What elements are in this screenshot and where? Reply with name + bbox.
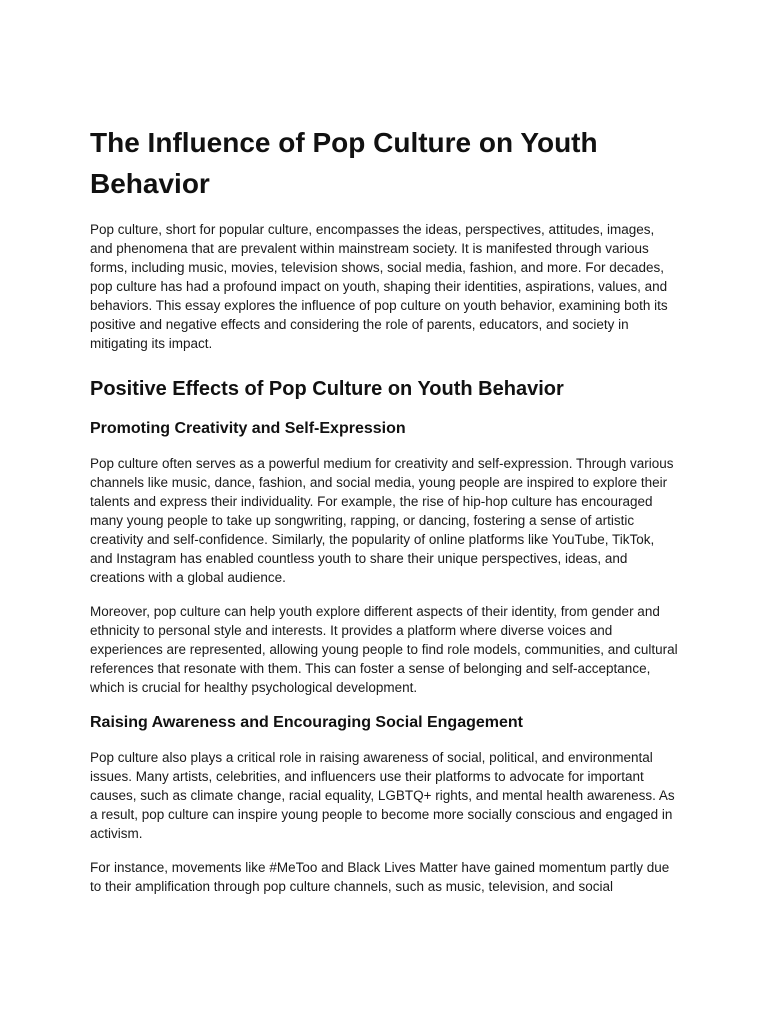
section-heading-positive-effects: Positive Effects of Pop Culture on Youth Behavior xyxy=(90,378,564,400)
document-title: The Influence of Pop Culture on Youth Behavior xyxy=(90,127,598,199)
subheading-awareness: Raising Awareness and Encouraging Social Engagement xyxy=(90,714,523,731)
paragraph-creativity-1: Pop culture often serves as a powerful medium for creativity and self-expression. Through various channels like music, dance, fashion, and social media, young people are inspired to explore their talents and express their individuality. For example, the rise of hip-hop culture has encouraged many young people to take up songwriting, rapping, or dancing, fostering a sense of artistic creativity and self-confidence. Similarly, the popularity of online platforms like YouTube, TikTok, and Instagram has enabled countless youth to share their unique perspectives, ideas, and creations with a global audience. xyxy=(90,456,674,585)
intro-paragraph: Pop culture, short for popular culture, encompasses the ideas, perspectives, attitudes, images, and phenomena that are prevalent within mainstream society. It is manifested through various forms, including music, movies, television shows, social media, fashion, and more. For decades, pop culture has had a profound impact on youth, shaping their identities, aspirations, values, and behaviors. This essay explores the influence of pop culture on youth behavior, examining both its positive and negative effects and considering the role of parents, educators, and society in mitigating its impact. xyxy=(90,222,668,351)
subheading-creativity: Promoting Creativity and Self-Expression xyxy=(90,420,406,437)
paragraph-creativity-2: Moreover, pop culture can help youth explore different aspects of their identity, from gender and ethnicity to personal style and interests. It provides a platform where diverse voices and experiences are represented, allowing young people to find role models, communities, and cultural references that resonate with them. This can foster a sense of belonging and self-acceptance, which is crucial for healthy psychological development. xyxy=(90,604,678,695)
paragraph-awareness-2: For instance, movements like #MeToo and Black Lives Matter have gained momentum partly due to their amplification through pop culture channels, such as music, television, and social xyxy=(90,860,670,894)
paragraph-awareness-1: Pop culture also plays a critical role in raising awareness of social, political, and environmental issues. Many artists, celebrities, and influencers use their platforms to advocate for important causes, such as climate change, racial equality, LGBTQ+ rights, and mental health awareness. As a result, pop culture can inspire young people to become more socially conscious and engaged in activism. xyxy=(90,750,675,841)
